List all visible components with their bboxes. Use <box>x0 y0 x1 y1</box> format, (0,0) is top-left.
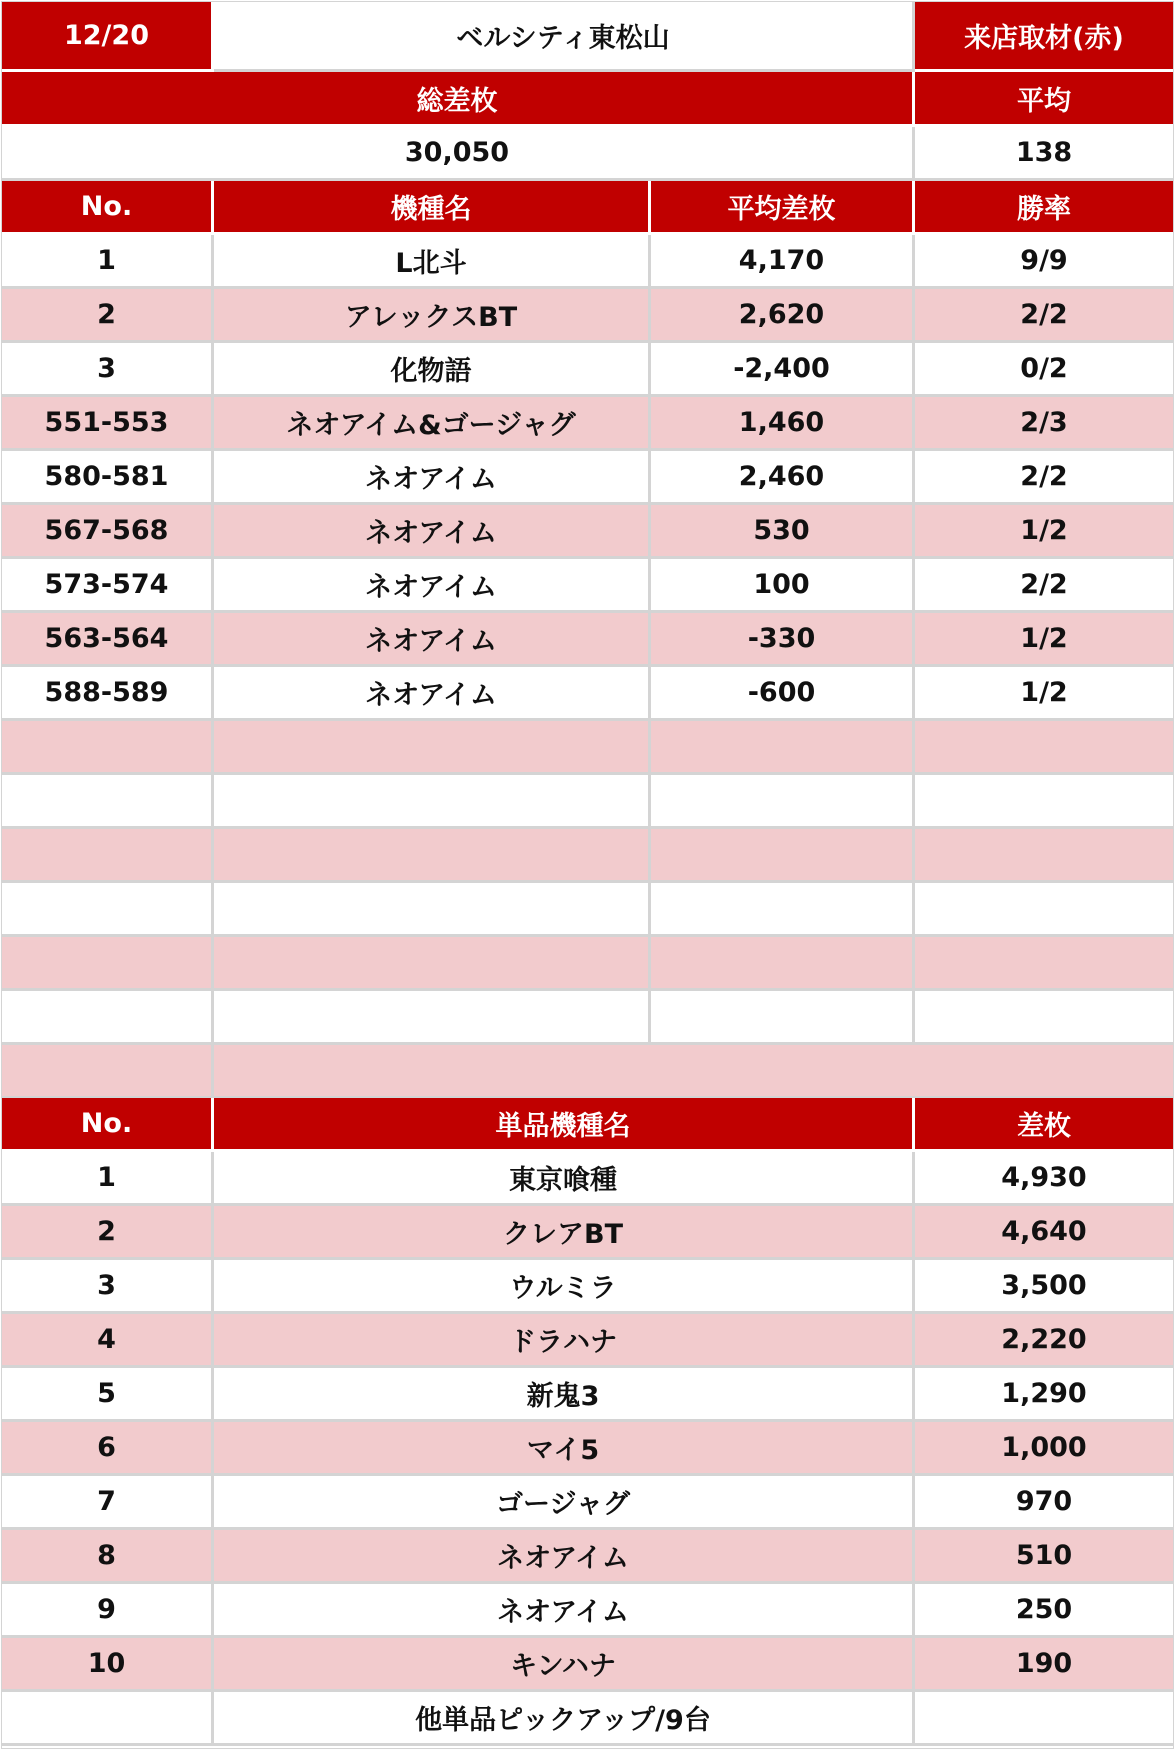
single-diff-cell: 4,930 <box>915 1152 1173 1206</box>
title-row <box>2 2 1173 72</box>
col-single-no: No. <box>2 1098 214 1152</box>
machine-no-cell: 2 <box>2 289 214 343</box>
win-rate-cell <box>915 883 1173 937</box>
win-rate-cell <box>915 721 1173 775</box>
single-diff-cell <box>915 1692 1173 1746</box>
table-row <box>2 667 1173 721</box>
win-rate-cell: 1/2 <box>915 505 1173 559</box>
single-name-cell: ウルミラ <box>214 1260 915 1314</box>
single-name-cell: ネオアイム <box>214 1530 915 1584</box>
machine-no-cell: 588-589 <box>2 667 214 721</box>
single-diff-cell: 250 <box>915 1584 1173 1638</box>
win-rate-cell: 9/9 <box>915 235 1173 289</box>
single-no-cell: 3 <box>2 1260 214 1314</box>
machine-no-cell <box>2 775 214 829</box>
win-rate-cell: 2/3 <box>915 397 1173 451</box>
single-diff-cell: 190 <box>915 1638 1173 1692</box>
machine-no-cell: 563-564 <box>2 613 214 667</box>
avg-diff-cell: 2,460 <box>651 451 915 505</box>
machine-no-cell <box>2 829 214 883</box>
avg-diff-cell <box>651 829 915 883</box>
machine-name-cell: ネオアイム <box>214 613 651 667</box>
win-rate-cell <box>915 775 1173 829</box>
table-row <box>2 1638 1173 1692</box>
total-diff-value: 30,050 <box>2 127 915 181</box>
single-no-cell: 5 <box>2 1368 214 1422</box>
win-rate-cell: 2/2 <box>915 289 1173 343</box>
machine-name-cell <box>214 1045 1173 1099</box>
win-rate-cell: 2/2 <box>915 451 1173 505</box>
single-diff-cell: 970 <box>915 1476 1173 1530</box>
table-row <box>2 289 1173 343</box>
single-diff-cell: 1,290 <box>915 1368 1173 1422</box>
single-name-cell: 他単品ピックアップ/9台 <box>214 1692 915 1746</box>
date-cell: 12/20 <box>2 2 214 72</box>
table-row <box>2 1692 1173 1746</box>
avg-diff-cell: 100 <box>651 559 915 613</box>
store-name: ベルシティ東松山 <box>214 2 915 72</box>
single-name-cell: マイ5 <box>214 1422 915 1476</box>
single-no-cell: 1 <box>2 1152 214 1206</box>
machine-name-cell: 化物語 <box>214 343 651 397</box>
col-avg-diff: 平均差枚 <box>651 181 915 235</box>
table-row <box>2 397 1173 451</box>
table-row <box>2 991 1173 1045</box>
machine-name-cell: ネオアイム <box>214 451 651 505</box>
table-row <box>2 1530 1173 1584</box>
machine-name-cell: ネオアイム <box>214 559 651 613</box>
table-row <box>2 559 1173 613</box>
avg-diff-cell: -330 <box>651 613 915 667</box>
table-row <box>2 235 1173 289</box>
machine-name-cell: ネオアイム&ゴージャグ <box>214 397 651 451</box>
machine-name-cell: アレックスBT <box>214 289 651 343</box>
single-name-cell: ゴージャグ <box>214 1476 915 1530</box>
single-no-cell: 2 <box>2 1206 214 1260</box>
table-row <box>2 1045 1173 1099</box>
win-rate-cell: 1/2 <box>915 613 1173 667</box>
machines-header-row <box>2 181 1173 235</box>
single-name-cell: クレアBT <box>214 1206 915 1260</box>
machine-no-cell <box>2 937 214 991</box>
single-name-cell: ネオアイム <box>214 1584 915 1638</box>
single-no-cell: 9 <box>2 1584 214 1638</box>
single-diff-cell: 2,220 <box>915 1314 1173 1368</box>
table-row <box>2 1206 1173 1260</box>
table-row <box>2 613 1173 667</box>
single-diff-cell: 3,500 <box>915 1260 1173 1314</box>
col-single-name: 単品機種名 <box>214 1098 915 1152</box>
average-value: 138 <box>915 127 1173 181</box>
table-row <box>2 829 1173 883</box>
table-row <box>2 1368 1173 1422</box>
table-row <box>2 1260 1173 1314</box>
machine-no-cell: 1 <box>2 235 214 289</box>
table-row <box>2 775 1173 829</box>
single-diff-cell: 510 <box>915 1530 1173 1584</box>
machine-name-cell <box>214 721 651 775</box>
single-no-cell: 6 <box>2 1422 214 1476</box>
avg-diff-cell: 1,460 <box>651 397 915 451</box>
machine-no-cell <box>2 991 214 1045</box>
win-rate-cell: 1/2 <box>915 667 1173 721</box>
avg-diff-cell: -600 <box>651 667 915 721</box>
col-no: No. <box>2 181 214 235</box>
machine-name-cell <box>214 991 651 1045</box>
machine-no-cell: 551-553 <box>2 397 214 451</box>
col-machine-name: 機種名 <box>214 181 651 235</box>
machine-name-cell: ネオアイム <box>214 505 651 559</box>
single-no-cell: 8 <box>2 1530 214 1584</box>
col-win-rate: 勝率 <box>915 181 1173 235</box>
machine-name-cell <box>214 829 651 883</box>
table-row <box>2 1476 1173 1530</box>
avg-diff-cell: 4,170 <box>651 235 915 289</box>
machine-no-cell: 3 <box>2 343 214 397</box>
single-no-cell: 4 <box>2 1314 214 1368</box>
average-label: 平均 <box>915 72 1173 127</box>
machine-no-cell: 580-581 <box>2 451 214 505</box>
table-row <box>2 1314 1173 1368</box>
win-rate-cell: 0/2 <box>915 343 1173 397</box>
table-row <box>2 451 1173 505</box>
table-row <box>2 721 1173 775</box>
avg-diff-cell: 2,620 <box>651 289 915 343</box>
avg-diff-cell <box>651 775 915 829</box>
single-diff-cell: 4,640 <box>915 1206 1173 1260</box>
table-row <box>2 343 1173 397</box>
machine-no-cell <box>2 883 214 937</box>
table-row <box>2 505 1173 559</box>
win-rate-cell <box>915 937 1173 991</box>
table-row <box>2 937 1173 991</box>
table-row <box>2 1584 1173 1638</box>
machine-name-cell <box>214 883 651 937</box>
machine-no-cell <box>2 721 214 775</box>
machine-no-cell <box>2 1045 214 1099</box>
single-name-cell: キンハナ <box>214 1638 915 1692</box>
summary-header-row <box>2 72 1173 127</box>
machine-name-cell: ネオアイム <box>214 667 651 721</box>
machine-no-cell: 567-568 <box>2 505 214 559</box>
table-row <box>2 883 1173 937</box>
win-rate-cell <box>915 991 1173 1045</box>
summary-values-row <box>2 127 1173 181</box>
single-no-cell <box>2 1692 214 1746</box>
table-row <box>2 1422 1173 1476</box>
win-rate-cell <box>915 829 1173 883</box>
avg-diff-cell: -2,400 <box>651 343 915 397</box>
single-no-cell: 7 <box>2 1476 214 1530</box>
avg-diff-cell <box>651 883 915 937</box>
machine-name-cell <box>214 775 651 829</box>
single-name-cell: 東京喰種 <box>214 1152 915 1206</box>
machine-no-cell: 573-574 <box>2 559 214 613</box>
single-name-cell: 新鬼3 <box>214 1368 915 1422</box>
total-diff-label: 総差枚 <box>2 72 915 127</box>
single-no-cell: 10 <box>2 1638 214 1692</box>
report-tag: 来店取材(赤) <box>915 2 1173 72</box>
machine-name-cell <box>214 937 651 991</box>
single-name-cell: ドラハナ <box>214 1314 915 1368</box>
singles-header-row <box>2 1098 1173 1152</box>
machine-name-cell: L北斗 <box>214 235 651 289</box>
single-diff-cell: 1,000 <box>915 1422 1173 1476</box>
table-row <box>2 1152 1173 1206</box>
avg-diff-cell <box>651 721 915 775</box>
avg-diff-cell: 530 <box>651 505 915 559</box>
win-rate-cell: 2/2 <box>915 559 1173 613</box>
avg-diff-cell <box>651 937 915 991</box>
avg-diff-cell <box>651 991 915 1045</box>
col-single-diff: 差枚 <box>915 1098 1173 1152</box>
